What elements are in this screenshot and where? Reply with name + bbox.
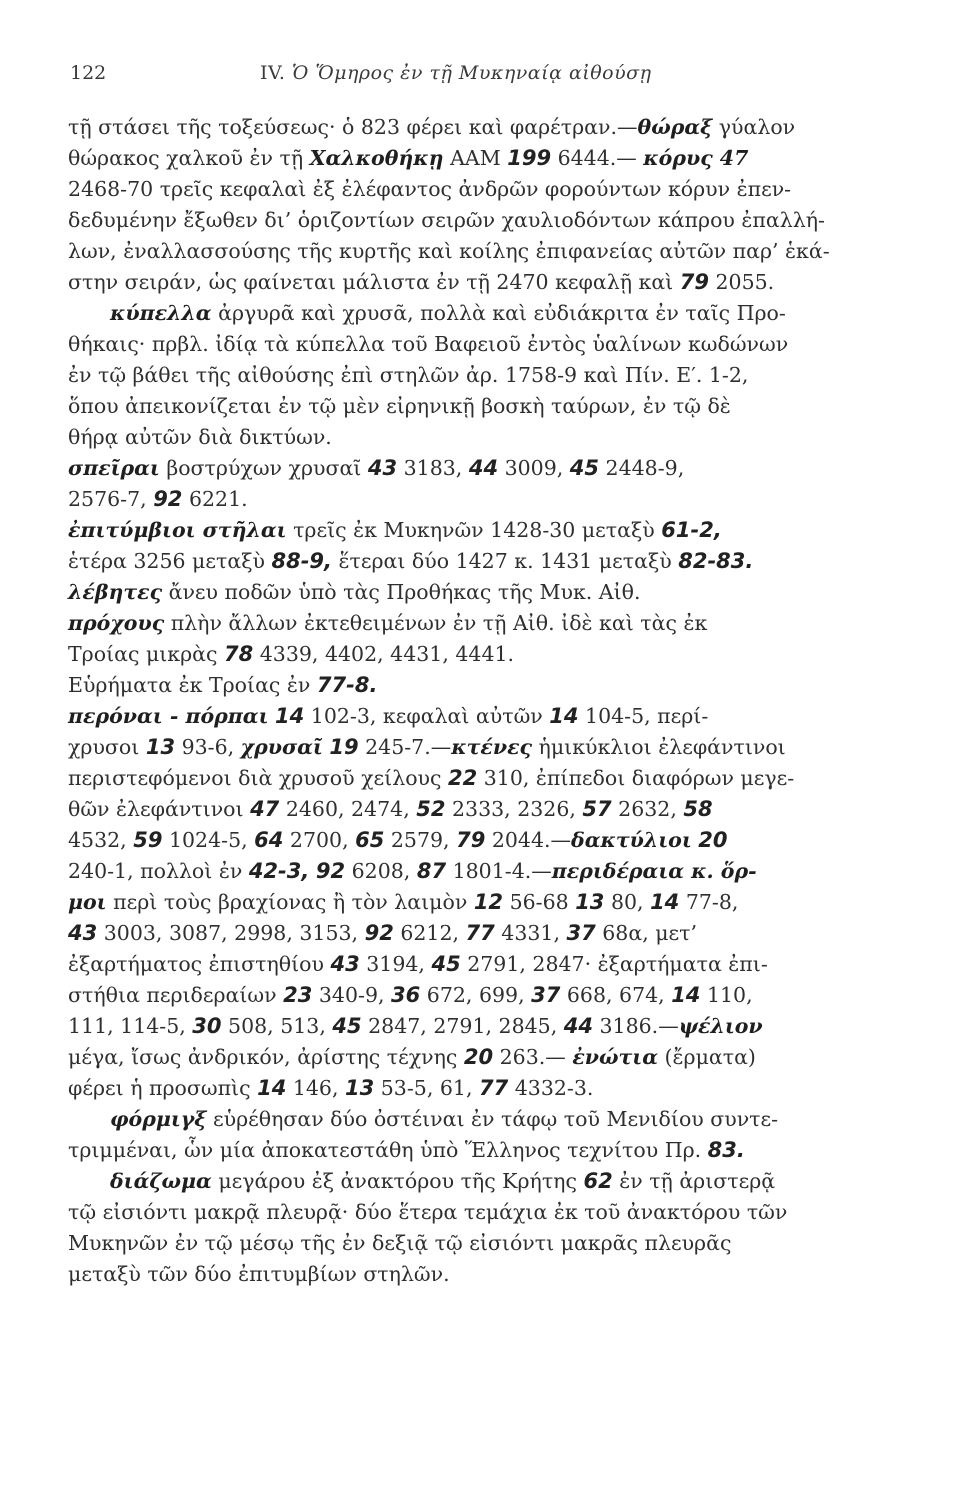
lemma-term: θώραξ bbox=[637, 115, 713, 139]
text-run: ἐν τῷ βάθει τῆς αἰθούσης ἐπὶ στηλῶν ἀρ. 1758-9 καὶ Πίν. Ε′. 1-2, bbox=[68, 363, 749, 387]
plate-number: 77-8. bbox=[316, 673, 378, 697]
plate-number: 64 bbox=[254, 828, 284, 852]
lemma-term: κύπελλα bbox=[110, 301, 212, 325]
text-run: μέγα, ἴσως ἀνδρικόν, ἀρίστης τέχνης bbox=[68, 1045, 464, 1069]
text-line bbox=[68, 1011, 848, 1042]
text-line bbox=[68, 918, 848, 949]
text-run: 672, 699, bbox=[420, 983, 532, 1007]
page-number: 122 bbox=[70, 62, 107, 84]
text-run: 56-68 bbox=[503, 890, 576, 914]
text-run: 68α, μετ’ bbox=[595, 921, 698, 945]
text-run: 146, bbox=[286, 1076, 346, 1100]
text-run: 2847, 2791, 2845, bbox=[361, 1014, 564, 1038]
text-line bbox=[68, 112, 848, 143]
plate-number: 13 bbox=[345, 1076, 375, 1100]
text-run: ἕτεραι δύο 1427 κ. 1431 μεταξὺ bbox=[332, 549, 679, 573]
text-line bbox=[68, 670, 848, 701]
lemma-term: μοι bbox=[68, 890, 107, 914]
text-run: τῇ στάσει τῆς τοξεύσεως· ὁ 823 φέρει καὶ φαρέτραν.— bbox=[68, 115, 638, 139]
plate-number: 199 bbox=[507, 146, 552, 170]
text-line bbox=[68, 360, 848, 391]
text-line bbox=[68, 1042, 848, 1073]
text-line bbox=[68, 546, 848, 577]
lemma-term: φόρμιγξ bbox=[110, 1107, 207, 1131]
text-run: 508, 513, bbox=[221, 1014, 333, 1038]
running-title bbox=[260, 62, 652, 84]
plate-number: 45 bbox=[431, 952, 461, 976]
text-run: πλὴν ἄλλων ἐκτεθειμένων ἐν τῇ Αἰθ. ἰδὲ καὶ τὰς ἐκ bbox=[164, 611, 708, 635]
text-line bbox=[68, 205, 848, 236]
text-run: 2700, bbox=[283, 828, 356, 852]
text-line bbox=[68, 608, 848, 639]
text-line bbox=[68, 825, 848, 856]
body-text bbox=[68, 112, 848, 1290]
plate-number: 43 bbox=[330, 952, 360, 976]
text-run: 4532, bbox=[68, 828, 134, 852]
plate-number: 30 bbox=[192, 1014, 222, 1038]
text-line bbox=[68, 236, 848, 267]
text-run: ἑτέρα 3256 μεταξὺ bbox=[68, 549, 272, 573]
text-line bbox=[68, 1166, 848, 1197]
text-run: μεγάρου ἐξ ἀνακτόρου τῆς Κρήτης bbox=[211, 1169, 584, 1193]
text-run: 80, bbox=[604, 890, 651, 914]
text-line bbox=[68, 763, 848, 794]
text-line bbox=[68, 1259, 848, 1290]
plate-number: 37 bbox=[531, 983, 561, 1007]
plate-number: 14 bbox=[549, 704, 579, 728]
text-run: περὶ τοὺς βραχίονας ἢ τὸν λαιμὸν bbox=[106, 890, 474, 914]
text-run: 245-7.— bbox=[358, 735, 452, 759]
plate-number: 43 bbox=[367, 456, 398, 480]
plate-number: 13 bbox=[575, 890, 605, 914]
text-line bbox=[68, 267, 848, 298]
text-line bbox=[68, 484, 848, 515]
text-line bbox=[68, 1073, 848, 1104]
text-run: ἐξαρτήματος ἐπιστηθίου bbox=[68, 952, 331, 976]
text-run: ἄνευ ποδῶν ὑπὸ τὰς Προθήκας τῆς Μυκ. Αἰθ. bbox=[162, 580, 641, 604]
text-line bbox=[68, 887, 848, 918]
text-run: 93-6, bbox=[175, 735, 241, 759]
plate-number: 83. bbox=[707, 1138, 745, 1162]
plate-number: 44 bbox=[468, 456, 499, 480]
text-run: λων, ἐναλλασσούσης τῆς κυρτῆς καὶ κοίλης ἐπιφανείας αὐτῶν παρ’ ἑκά- bbox=[68, 239, 830, 263]
text-run: γύαλον bbox=[712, 115, 796, 139]
text-run: 4332-3. bbox=[508, 1076, 594, 1100]
text-run: 1801-4.— bbox=[446, 859, 552, 883]
plate-number: 61-2, bbox=[661, 518, 722, 542]
plate-number: 14 bbox=[275, 704, 305, 728]
text-run: 6444.— bbox=[551, 146, 644, 170]
text-run: θήκαις· πρβλ. ἰδίᾳ τὰ κύπελλα τοῦ Βαφειοῦ ἐντὸς ὑαλίνων κωδώνων bbox=[68, 332, 789, 356]
text-run: 3183, bbox=[397, 456, 469, 480]
text-line bbox=[68, 1228, 848, 1259]
plate-number: 36 bbox=[391, 983, 421, 1007]
lemma-term: ἐπιτύμβιοι στῆλαι bbox=[68, 518, 287, 542]
text-run: 2579, bbox=[384, 828, 457, 852]
lemma-term: πρόχους bbox=[68, 611, 165, 635]
text-run: 310, ἐπίπεδοι διαφόρων μεγε- bbox=[477, 766, 795, 790]
text-run: 6208, bbox=[345, 859, 417, 883]
text-run: περιστεφόμενοι διὰ χρυσοῦ χείλους bbox=[68, 766, 449, 790]
text-run: Εὑρήματα ἐκ Τροίας ἐν bbox=[68, 673, 317, 697]
text-line bbox=[68, 329, 848, 360]
text-run: 340-9, bbox=[312, 983, 392, 1007]
text-run: βοστρύχων χρυσαῖ bbox=[159, 456, 368, 480]
lemma-term: κόρυς 47 bbox=[643, 146, 749, 170]
text-run: θώρακος χαλκοῦ ἐν τῇ bbox=[68, 146, 310, 170]
text-run: 1024-5, bbox=[162, 828, 255, 852]
text-run: φέρει ἡ προσωπὶς bbox=[68, 1076, 258, 1100]
text-line bbox=[68, 298, 848, 329]
plate-number: 92 bbox=[315, 859, 346, 883]
text-run: ὅπου ἀπεικονίζεται ἐν τῷ μὲν εἰρηνικῇ βοσκὴ ταύρων, ἐν τῷ δὲ bbox=[68, 394, 731, 418]
text-run: ἡμικύκλιοι ἐλεφάντινοι bbox=[532, 735, 786, 759]
text-run: (ἔρματα) bbox=[658, 1045, 756, 1069]
plate-number: 79 bbox=[456, 828, 486, 852]
text-run: 2044.— bbox=[485, 828, 572, 852]
lemma-term: περόναι - πόρπαι bbox=[68, 704, 269, 728]
plate-number: 52 bbox=[416, 797, 446, 821]
text-run: 2448-9, bbox=[599, 456, 685, 480]
text-run: 102-3, κεφαλαὶ αὐτῶν bbox=[304, 704, 550, 728]
text-run: 668, 674, bbox=[560, 983, 672, 1007]
text-line bbox=[68, 1135, 848, 1166]
plate-number: 37 bbox=[566, 921, 596, 945]
plate-number: 59 bbox=[133, 828, 163, 852]
text-line bbox=[68, 639, 848, 670]
plate-number: 43 bbox=[68, 921, 98, 945]
plate-number: 82-83. bbox=[678, 549, 754, 573]
text-line bbox=[68, 949, 848, 980]
text-run: στήθια περιδεραίων bbox=[68, 983, 284, 1007]
plate-number: 58 bbox=[683, 797, 713, 821]
text-line bbox=[68, 577, 848, 608]
plate-number: 62 bbox=[583, 1169, 613, 1193]
text-line bbox=[68, 174, 848, 205]
text-run: 2460, 2474, bbox=[279, 797, 417, 821]
text-line bbox=[68, 1197, 848, 1228]
plate-number: 78 bbox=[224, 642, 254, 666]
plate-number: 23 bbox=[283, 983, 313, 1007]
text-run: 2791, 2847· ἐξαρτήματα ἐπι- bbox=[460, 952, 768, 976]
text-line bbox=[68, 794, 848, 825]
text-run: 3003, 3087, 2998, 3153, bbox=[97, 921, 365, 945]
lemma-term: διάζωμα bbox=[110, 1169, 212, 1193]
text-run: 2632, bbox=[611, 797, 684, 821]
text-run: 110, bbox=[700, 983, 753, 1007]
text-run: 6212, bbox=[393, 921, 466, 945]
text-run: Τροίας μικρὰς bbox=[68, 642, 225, 666]
plate-number: 14 bbox=[650, 890, 680, 914]
plate-number: 77 bbox=[465, 921, 495, 945]
text-line bbox=[68, 143, 848, 174]
text-run: 2333, 2326, bbox=[445, 797, 583, 821]
text-run: 104-5, περί- bbox=[578, 704, 709, 728]
text-run: θῶν ἐλεφάντινοι bbox=[68, 797, 251, 821]
text-run: τρεῖς ἐκ Μυκηνῶν 1428-30 μεταξὺ bbox=[286, 518, 662, 542]
text-run: 3186.— bbox=[592, 1014, 679, 1038]
plate-number: 12 bbox=[473, 890, 504, 914]
text-run: εὑρέθησαν δύο ὀστέιναι ἐν τάφῳ τοῦ Μενιδίου συντε- bbox=[206, 1107, 779, 1131]
text-run: θήρᾳ αὐτῶν διὰ δικτύων. bbox=[68, 425, 332, 449]
plate-number: 92 bbox=[153, 487, 183, 511]
lemma-term: περιδέραια κ. ὅρ- bbox=[551, 859, 757, 883]
text-run: 53-5, 61, bbox=[374, 1076, 479, 1100]
plate-number: 42-3, bbox=[248, 859, 310, 883]
text-run: ἐν τῇ ἀριστερᾷ bbox=[612, 1169, 776, 1193]
running-title-prefix: IV. bbox=[260, 62, 292, 84]
text-run: 263.— bbox=[493, 1045, 573, 1069]
plate-number: 14 bbox=[257, 1076, 287, 1100]
lemma-term: χρυσαῖ bbox=[240, 735, 323, 759]
plate-number: 79 bbox=[679, 270, 709, 294]
plate-number: 92 bbox=[364, 921, 394, 945]
text-run: χρυσοι bbox=[68, 735, 146, 759]
text-run: 4331, bbox=[494, 921, 567, 945]
text-run: 3009, bbox=[498, 456, 570, 480]
lemma-term: κτένες bbox=[451, 735, 533, 759]
text-line bbox=[68, 980, 848, 1011]
plate-number: 47 bbox=[250, 797, 280, 821]
text-line bbox=[68, 732, 848, 763]
lemma-term: λέβητες bbox=[68, 580, 163, 604]
plate-number: 44 bbox=[563, 1014, 593, 1038]
text-run: δεδυμένην ἔξωθεν δι’ ὁριζοντίων σειρῶν χαυλιοδόντων κάπρου ἐπαλλή- bbox=[68, 208, 825, 232]
text-line bbox=[68, 1104, 848, 1135]
text-run: τῷ εἰσιόντι μακρᾷ πλευρᾷ· δύο ἕτερα τεμάχια ἐκ τοῦ ἀνακτόρου τῶν bbox=[68, 1200, 788, 1224]
plate-number: 87 bbox=[416, 859, 447, 883]
running-title-italic: Ὁ Ὅμηρος ἐν τῇ Μυκηναίᾳ αἰθούσῃ bbox=[291, 62, 652, 84]
lemma-term: σπεῖραι bbox=[68, 456, 160, 480]
text-run: 2468-70 τρεῖς κεφαλαὶ ἐξ ἐλέφαντος ἀνδρῶν φορούντων κόρυν ἐπεν- bbox=[68, 177, 792, 201]
text-run: ἀργυρᾶ καὶ χρυσᾶ, πολλὰ καὶ εὐδιάκριτα ἐν ταῖς Προ- bbox=[211, 301, 786, 325]
text-line bbox=[68, 856, 848, 887]
plate-number: 45 bbox=[569, 456, 600, 480]
lemma-term: Χαλκοθήκῃ bbox=[309, 146, 444, 170]
text-line bbox=[68, 391, 848, 422]
text-run: τριμμέναι, ὧν μία ἀποκατεστάθη ὑπὸ Ἕλληνος τεχνίτου Πρ. bbox=[68, 1138, 708, 1162]
plate-number: 45 bbox=[332, 1014, 362, 1038]
plate-number: 13 bbox=[145, 735, 176, 759]
plate-number: 22 bbox=[448, 766, 478, 790]
text-run: 111, 114-5, bbox=[68, 1014, 193, 1038]
lemma-term: ψέλιον bbox=[678, 1014, 763, 1038]
plate-number: 19 bbox=[329, 735, 359, 759]
text-line bbox=[68, 515, 848, 546]
text-run: 77-8, bbox=[679, 890, 739, 914]
text-line bbox=[68, 453, 848, 484]
lemma-term: ἐνώτια bbox=[572, 1045, 659, 1069]
text-run: 240-1, πολλοὶ ἐν bbox=[68, 859, 249, 883]
plate-number: 88-9, bbox=[271, 549, 332, 573]
lemma-term: δακτύλιοι bbox=[571, 828, 692, 852]
plate-number: 20 bbox=[463, 1045, 494, 1069]
text-line bbox=[68, 422, 848, 453]
plate-number: 20 bbox=[698, 828, 728, 852]
plate-number: 65 bbox=[355, 828, 385, 852]
text-run: 4339, 4402, 4431, 4441. bbox=[253, 642, 515, 666]
plate-number: 77 bbox=[478, 1076, 509, 1100]
text-run: μεταξὺ τῶν δύο ἐπιτυμβίων στηλῶν. bbox=[68, 1262, 450, 1286]
text-run: 2055. bbox=[708, 270, 775, 294]
text-run: 2576-7, bbox=[68, 487, 154, 511]
text-line bbox=[68, 701, 848, 732]
text-run: ΑΑΜ bbox=[443, 146, 508, 170]
plate-number: 57 bbox=[582, 797, 612, 821]
plate-number: 14 bbox=[671, 983, 701, 1007]
text-run: Μυκηνῶν ἐν τῷ μέσῳ τῆς ἐν δεξιᾷ τῷ εἰσιόντι μακρᾶς πλευρᾶς bbox=[68, 1231, 732, 1255]
text-run: 6221. bbox=[182, 487, 248, 511]
text-run: στην σειράν, ὡς φαίνεται μάλιστα ἐν τῇ 2470 κεφαλῇ καὶ bbox=[68, 270, 680, 294]
text-run: 3194, bbox=[359, 952, 432, 976]
